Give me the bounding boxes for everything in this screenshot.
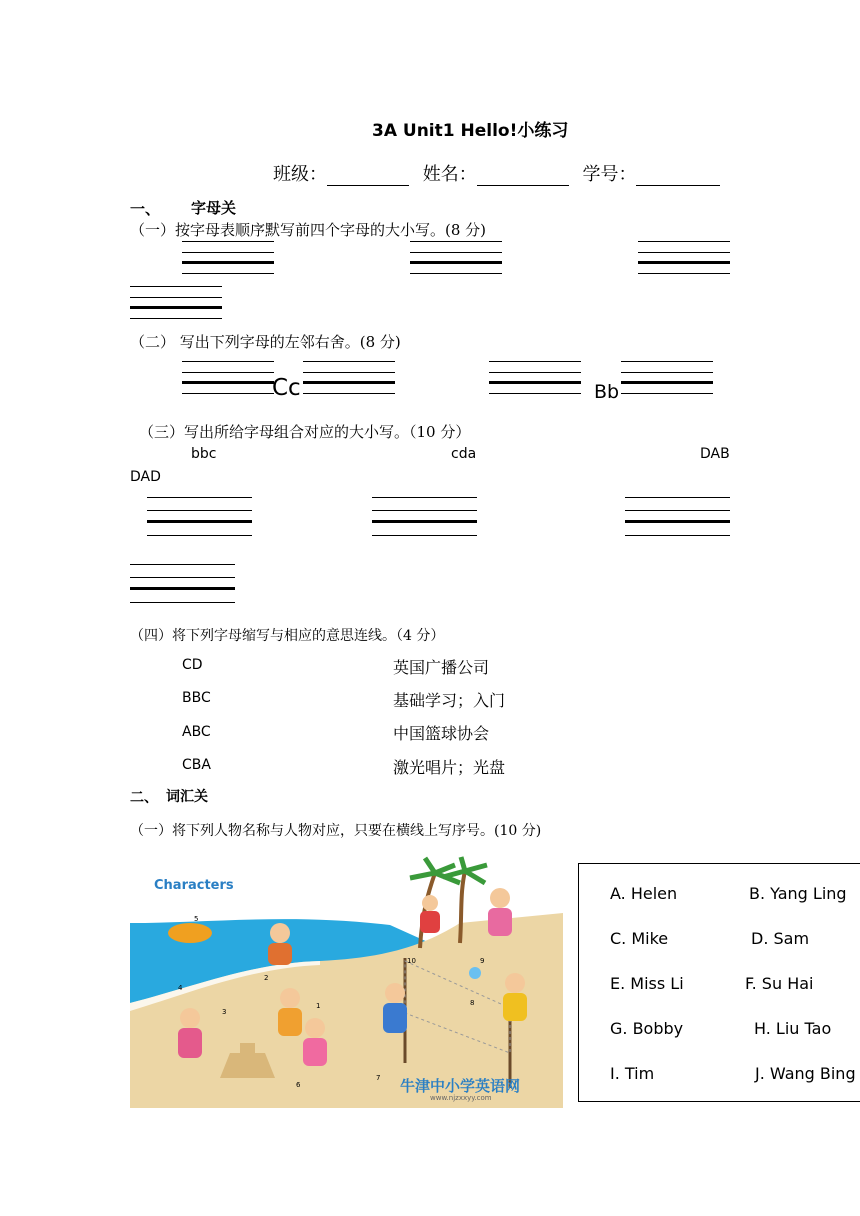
class-blank[interactable] — [327, 168, 409, 186]
meaning-item[interactable]: 基础学习；入门 — [393, 691, 506, 710]
s1-q4-instruction: （四）将下列字母缩写与相应的意思连线。（4 分） — [130, 628, 445, 644]
given-letter-cc: Cc — [272, 375, 301, 401]
picture-number-label: 1 — [316, 1002, 321, 1010]
given-letter-bb: Bb — [594, 381, 620, 403]
picture-number-label: 9 — [480, 957, 485, 965]
q3-word: cda — [451, 446, 477, 462]
page-title: 3A Unit1 Hello!小练习 — [372, 121, 569, 141]
abbr-item[interactable]: BBC — [182, 690, 211, 706]
picture-number-label: 3 — [222, 1008, 227, 1016]
s1-q3-instruction: （三）写出所给字母组合对应的大小写。（10 分） — [139, 423, 471, 441]
writing-grid[interactable] — [130, 285, 222, 321]
s2-q1-instruction: （一）将下列人物名称与人物对应，只要在横线上写序号。(10 分) — [130, 823, 542, 839]
meaning-item[interactable]: 英国广播公司 — [393, 658, 490, 677]
option-item: D. Sam — [751, 929, 810, 948]
picture-caption: Characters — [154, 878, 234, 893]
option-item: G. Bobby — [610, 1019, 684, 1038]
q3-word: bbc — [191, 446, 217, 462]
writing-grid[interactable] — [147, 496, 252, 538]
writing-grid[interactable] — [410, 240, 502, 276]
writing-grid[interactable] — [625, 496, 730, 538]
picture-number-label: 10 — [407, 957, 416, 965]
section1-heading: 字母关 — [191, 199, 237, 217]
id-blank[interactable] — [636, 168, 720, 186]
picture-number-label: 6 — [296, 1081, 301, 1089]
picture-url-text: www.njzxxyy.com — [430, 1094, 492, 1102]
section2-heading: 词汇关 — [166, 789, 208, 805]
name-blank[interactable] — [477, 168, 569, 186]
abbr-item[interactable]: CBA — [182, 757, 211, 773]
q3-word: DAB — [700, 446, 730, 462]
s1-q2-instruction: （二） 写出下列字母的左邻右舍。(8 分) — [130, 333, 401, 351]
class-label: 班级： — [273, 164, 327, 185]
student-info-line — [273, 160, 720, 186]
meaning-item[interactable]: 中国篮球协会 — [393, 724, 490, 743]
abbr-item[interactable]: ABC — [182, 724, 211, 740]
q3-word: DAD — [130, 469, 161, 485]
picture-number-label: 5 — [194, 915, 199, 923]
meaning-item[interactable]: 激光唱片；光盘 — [393, 758, 506, 777]
picture-number-label: 2 — [264, 974, 269, 982]
writing-grid[interactable] — [638, 240, 730, 276]
writing-grid[interactable] — [303, 360, 395, 396]
section2-number: 二、 — [130, 790, 158, 806]
picture-number-label: 8 — [470, 999, 475, 1007]
option-item: F. Su Hai — [745, 974, 814, 993]
name-options-box — [578, 863, 860, 1102]
section1-number: 一、 — [130, 200, 161, 218]
writing-grid[interactable] — [489, 360, 581, 396]
writing-grid[interactable] — [621, 360, 713, 396]
option-item: E. Miss Li — [610, 974, 684, 993]
id-label: 学号： — [582, 164, 637, 185]
writing-grid[interactable] — [372, 496, 477, 538]
option-item: J. Wang Bing — [755, 1064, 856, 1083]
option-item: A. Helen — [610, 884, 678, 903]
option-item: H. Liu Tao — [754, 1019, 832, 1038]
option-item: B. Yang Ling — [749, 884, 847, 903]
option-item: I. Tim — [610, 1064, 655, 1083]
characters-picture — [130, 853, 563, 1108]
picture-watermark: 牛津中小学英语网 — [400, 1077, 521, 1095]
name-label: 姓名： — [422, 164, 477, 185]
writing-grid[interactable] — [130, 563, 235, 605]
writing-grid[interactable] — [182, 240, 274, 276]
option-item: C. Mike — [610, 929, 669, 948]
s1-q1-instruction: （一）按字母表顺序默写前四个字母的大小写。(8 分) — [130, 221, 487, 239]
picture-number-label: 7 — [376, 1074, 381, 1082]
picture-number-label: 4 — [178, 984, 183, 992]
writing-grid[interactable] — [182, 360, 274, 396]
abbr-item[interactable]: CD — [182, 657, 203, 673]
